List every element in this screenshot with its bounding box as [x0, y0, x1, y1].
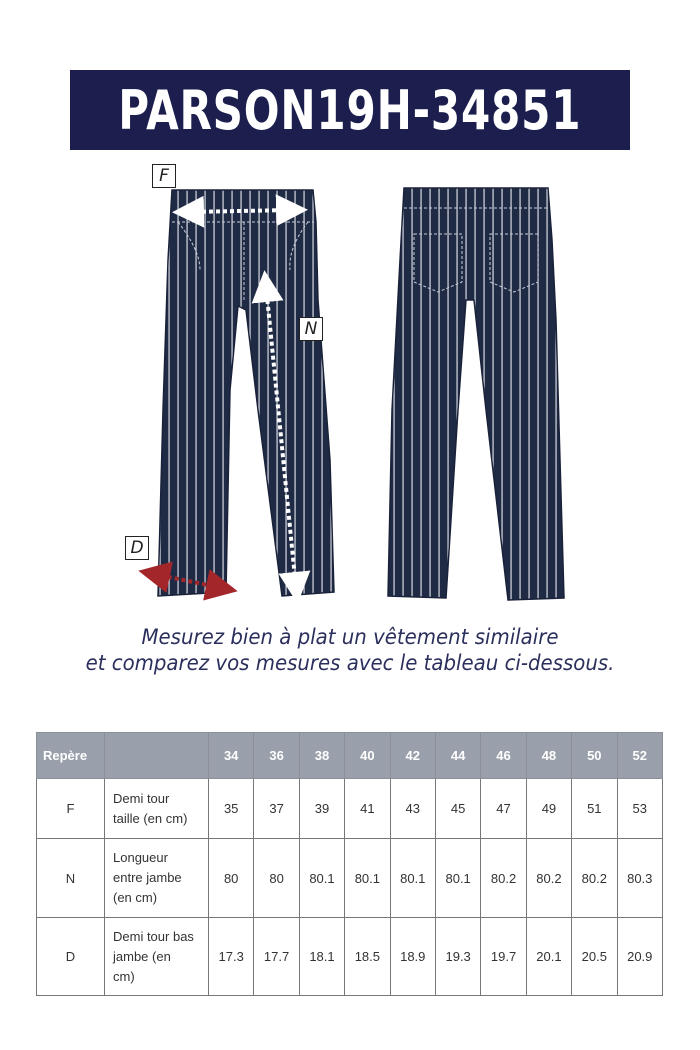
instruction-line-2: et comparez vos mesures avec le tableau ci-dessous.	[85, 651, 615, 675]
table-cell: 39	[299, 779, 344, 839]
header-size: 38	[299, 733, 344, 779]
table-cell: 80.1	[390, 839, 435, 918]
back-jeans-drawing	[388, 188, 564, 600]
table-cell: 19.3	[435, 918, 480, 996]
header-size: 40	[345, 733, 390, 779]
title-banner	[70, 70, 630, 150]
header-size: 44	[435, 733, 480, 779]
table-cell: 45	[435, 779, 480, 839]
table-cell: 80	[254, 839, 299, 918]
table-row	[37, 839, 663, 918]
table-cell: 80.1	[345, 839, 390, 918]
table-cell: 80.2	[526, 839, 571, 918]
table-cell: 80	[209, 839, 254, 918]
waist-label: F	[152, 164, 176, 188]
front-jeans-drawing	[158, 190, 334, 596]
header-repere: Repère	[37, 733, 105, 779]
table-cell: 37	[254, 779, 299, 839]
header-size: 48	[526, 733, 571, 779]
table-cell: 80.3	[617, 839, 662, 918]
table-cell: 80.1	[299, 839, 344, 918]
table-cell: 51	[572, 779, 617, 839]
table-cell: 80.2	[481, 839, 526, 918]
row-description: Demi tour bas jambe (en cm)	[105, 918, 209, 996]
measuring-instructions	[0, 624, 700, 676]
table-cell: 20.5	[572, 918, 617, 996]
inseam-label: N	[299, 317, 323, 341]
table-cell: 17.7	[254, 918, 299, 996]
header-size: 52	[617, 733, 662, 779]
row-code: N	[37, 839, 105, 918]
size-table	[36, 732, 663, 996]
table-cell: 80.2	[572, 839, 617, 918]
table-cell: 17.3	[209, 918, 254, 996]
jeans-drawings	[0, 160, 700, 610]
table-cell: 41	[345, 779, 390, 839]
table-cell: 18.5	[345, 918, 390, 996]
table-cell: 18.1	[299, 918, 344, 996]
header-size: 36	[254, 733, 299, 779]
table-cell: 53	[617, 779, 662, 839]
table-cell: 20.1	[526, 918, 571, 996]
table-cell: 47	[481, 779, 526, 839]
table-cell: 80.1	[435, 839, 480, 918]
table-cell: 18.9	[390, 918, 435, 996]
row-description: Longueur entre jambe (en cm)	[105, 839, 209, 918]
header-description	[105, 733, 209, 779]
row-description: Demi tour taille (en cm)	[105, 779, 209, 839]
table-cell: 20.9	[617, 918, 662, 996]
header-size: 46	[481, 733, 526, 779]
header-size: 42	[390, 733, 435, 779]
row-code: D	[37, 918, 105, 996]
table-row	[37, 779, 663, 839]
header-size: 34	[209, 733, 254, 779]
table-row	[37, 918, 663, 996]
product-title: PARSON19H-34851	[118, 78, 582, 142]
table-cell: 43	[390, 779, 435, 839]
hem-label: D	[125, 536, 149, 560]
table-cell: 49	[526, 779, 571, 839]
table-header-row	[37, 733, 663, 779]
header-size: 50	[572, 733, 617, 779]
instruction-line-1: Mesurez bien à plat un vêtement similaire	[141, 625, 559, 649]
row-code: F	[37, 779, 105, 839]
garment-illustration	[0, 160, 700, 610]
table-cell: 35	[209, 779, 254, 839]
table-cell: 19.7	[481, 918, 526, 996]
